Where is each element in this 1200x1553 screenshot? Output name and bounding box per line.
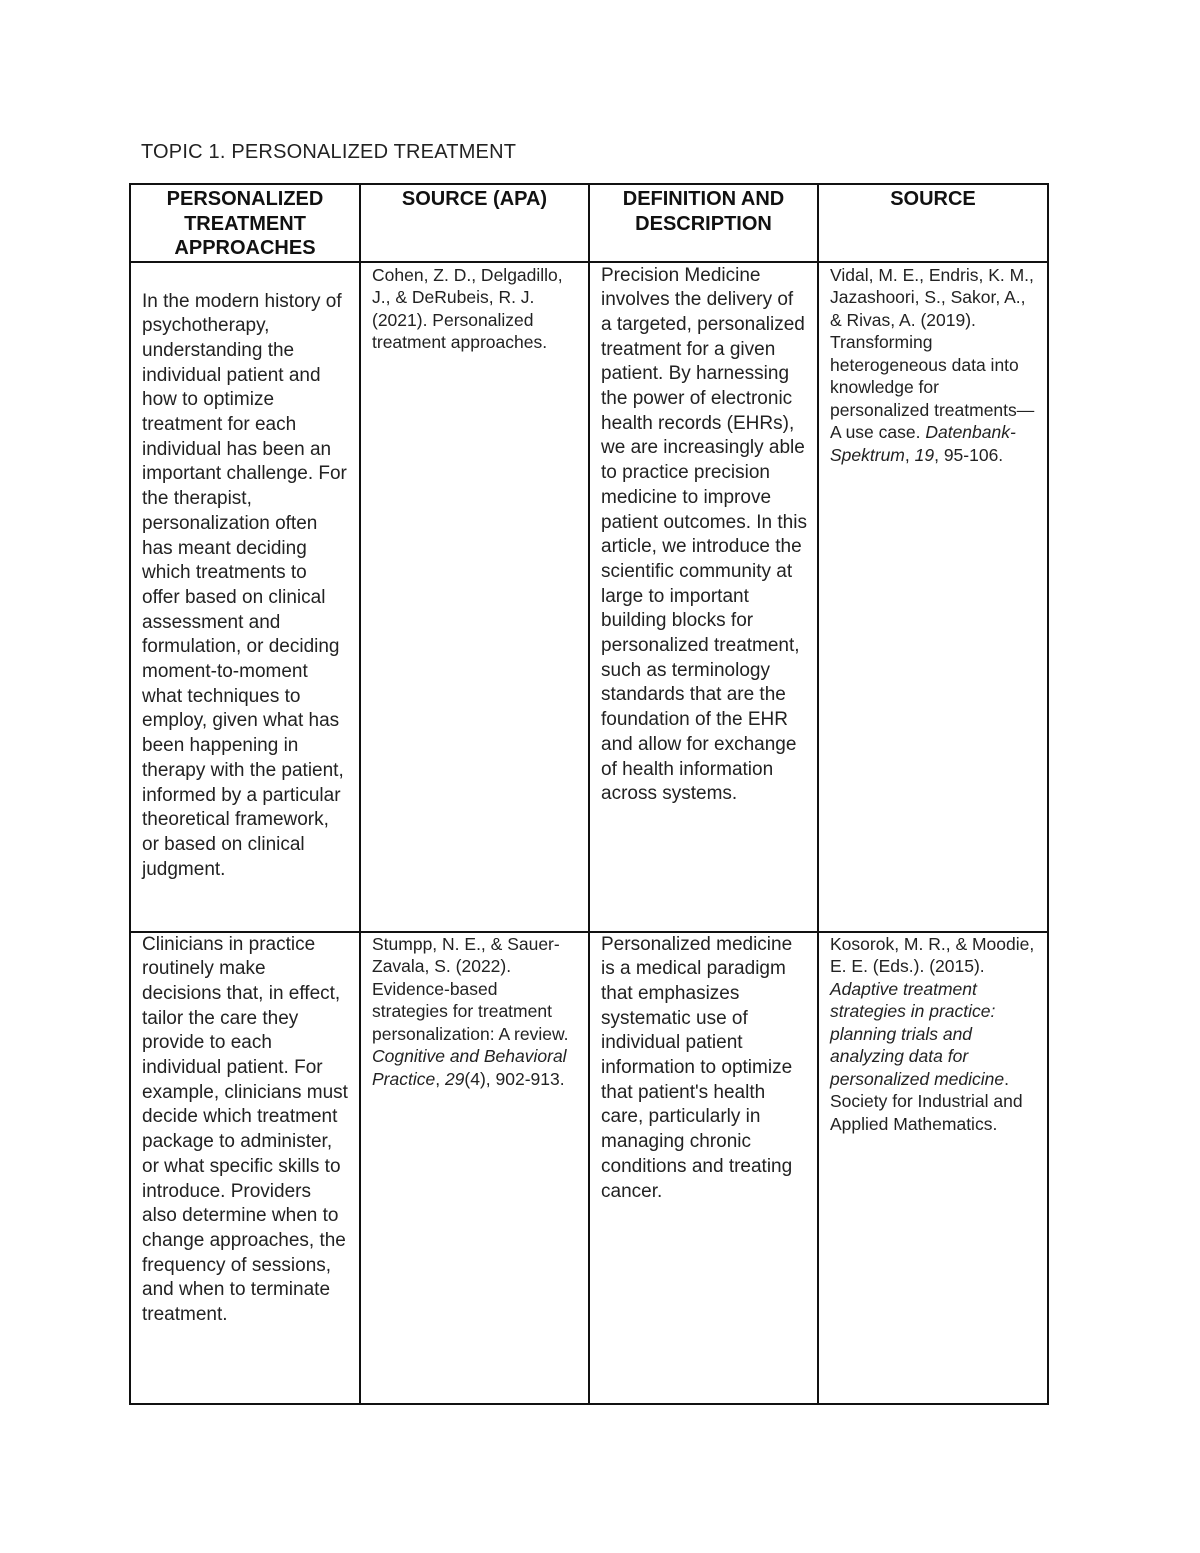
source-apa-cell: Stumpp, N. E., & Sauer-Zavala, S. (2022). Evidence-based strategies for treatment personalization: A review. Cognitive and Behavioral Practice, 29(4), 902-913. — [360, 932, 589, 1404]
journal-volume: 19 — [914, 444, 935, 465]
table-row — [130, 932, 1048, 1404]
source-apa-cell: Cohen, Z. D., Delgadillo, J., & DeRubeis, R. J. (2021). Personalized treatment approaches. — [360, 262, 589, 932]
treatment-table — [129, 183, 1049, 1405]
book-title: Adaptive treatment strategies in practice: planning trials and analyzing data for personalized medicine — [830, 978, 1005, 1089]
definition-cell: Personalized medicine is a medical paradigm that emphasizes systematic use of individual patient information to optimize that patient's health care, particularly in managing chronic conditions and treating cancer. — [589, 932, 818, 1404]
table-header-row — [130, 184, 1048, 262]
table-row — [130, 262, 1048, 932]
approach-cell: Clinicians in practice routinely make decisions that, in effect, tailor the care they provide to each individual patient. For example, clinicians must decide which treatment package to administer, or what specific skills to introduce. Providers also determine when to change approaches, the frequency of sessions, and when to terminate treatment. — [130, 932, 360, 1404]
page-title: TOPIC 1. PERSONALIZED TREATMENT — [141, 141, 517, 163]
header-definition: DEFINITION AND DESCRIPTION — [589, 184, 818, 262]
journal-title: Datenbank-Spektrum — [830, 422, 1016, 465]
header-source-apa: SOURCE (APA) — [360, 184, 589, 262]
header-source: SOURCE — [818, 184, 1048, 262]
source-cell: Kosorok, M. R., & Moodie, E. E. (Eds.). (2015). Adaptive treatment strategies in practice: planning trials and analyzing data for personalized medicine. Society for Industrial and Applied Mathematics. — [818, 932, 1048, 1404]
source-cell: Vidal, M. E., Endris, K. M., Jazashoori, S., Sakor, A., & Rivas, A. (2019). Transforming heterogeneous data into knowledge for personalized treatments—A use case. Datenbank-Spektrum, 19, 95-106. — [818, 262, 1048, 932]
definition-cell: Precision Medicine involves the delivery of a targeted, personalized treatment for a given patient. By harnessing the power of electronic health records (EHRs), we are increasingly able to practice precision medicine to improve patient outcomes. In this article, we introduce the scientific community at large to important building blocks for personalized treatment, such as terminology standards that are the foundation of the EHR and allow for exchange of health information across systems. — [589, 262, 818, 932]
journal-volume: 29 — [444, 1068, 465, 1089]
journal-title: Cognitive and Behavioral Practice — [372, 1046, 567, 1089]
header-approaches: PERSONALIZED TREATMENT APPROACHES — [130, 184, 360, 262]
approach-cell: In the modern history of psychotherapy, understanding the individual patient and how to optimize treatment for each individual has been an important challenge. For the therapist, personalization often has meant deciding which treatments to offer based on clinical assessment and formulation, or deciding moment-to-moment what techniques to employ, given what has been happening in therapy with the patient, informed by a particular theoretical framework, or based on clinical judgment. — [130, 262, 360, 932]
